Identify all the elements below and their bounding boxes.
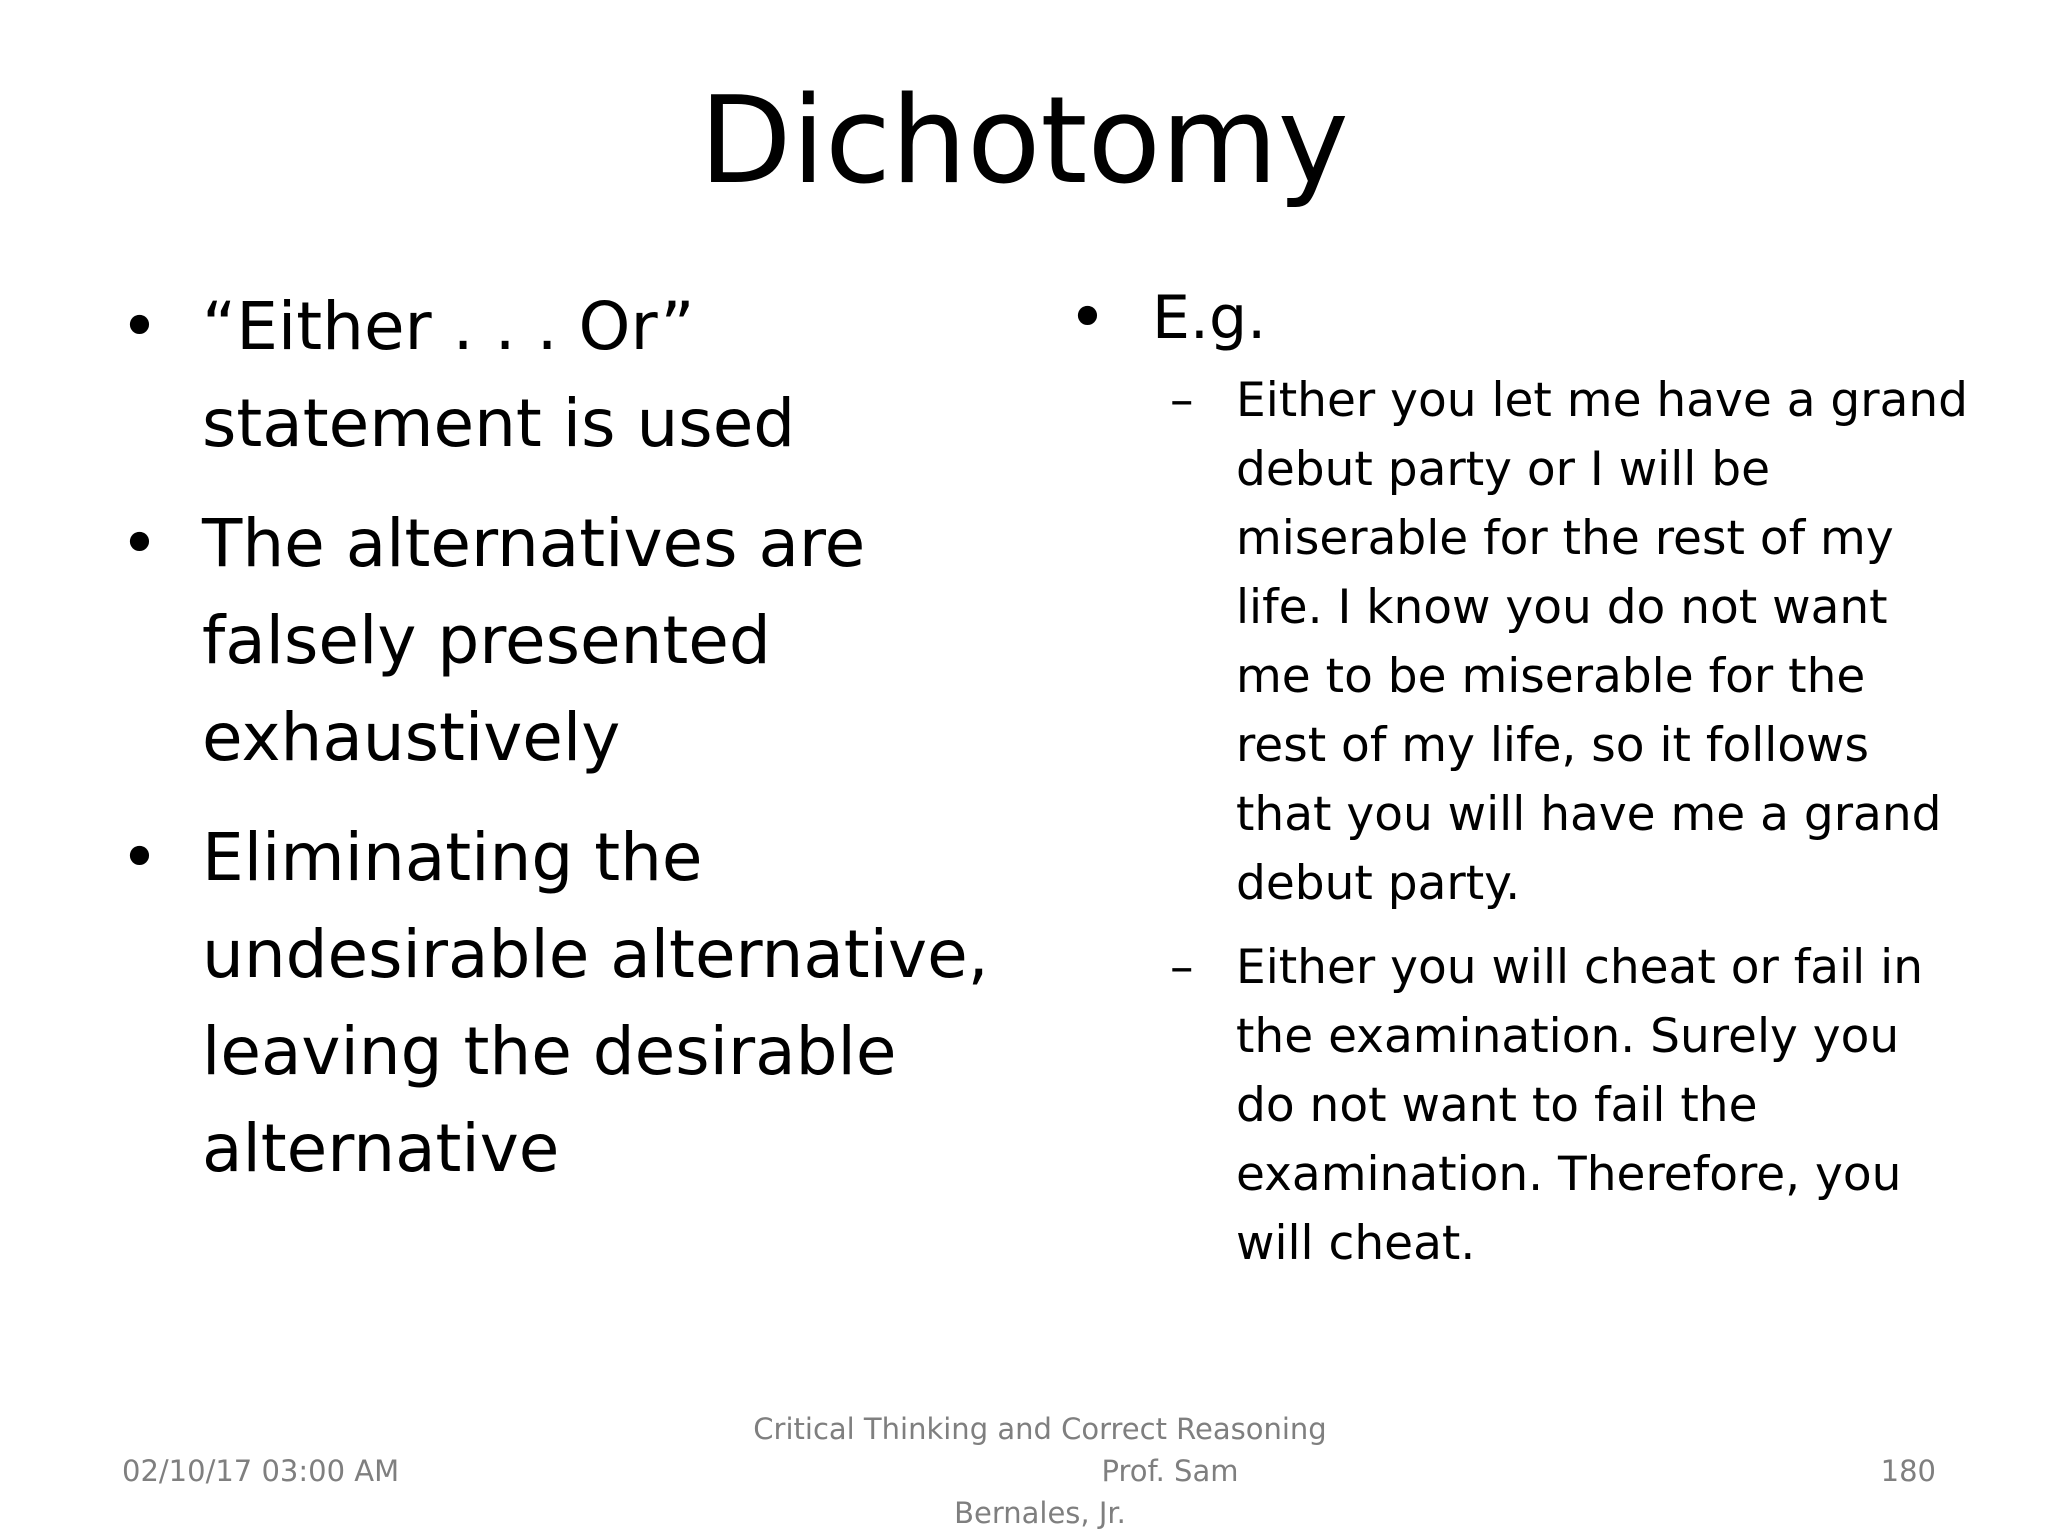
footer-date: 02/10/17 03:00 AM bbox=[122, 1454, 400, 1488]
footer-course-title: Critical Thinking and Correct Reasoning bbox=[753, 1412, 1327, 1446]
bullet-text: “Either . . . Or” statement is used bbox=[202, 288, 796, 462]
bullet-text: E.g. bbox=[1152, 283, 1267, 353]
dash-icon: – bbox=[1170, 940, 1194, 995]
right-bullet-list bbox=[1068, 278, 1968, 358]
bullet-item bbox=[120, 278, 1040, 472]
footer-author-line1: Prof. Sam bbox=[1101, 1454, 1239, 1488]
footer-author-line2: Bernales, Jr. bbox=[954, 1496, 1126, 1530]
example-text: Either you will cheat or fail in the examination. Surely you do not want to fail the examination. Therefore, you will cheat. bbox=[1236, 940, 1923, 1271]
bullet-text: The alternatives are falsely presented exhaustively bbox=[202, 505, 866, 776]
bullet-icon: • bbox=[120, 288, 159, 365]
left-bullet-list bbox=[120, 278, 1040, 1197]
bullet-text: Eliminating the undesirable alternative, leaving the desirable alternative bbox=[202, 819, 989, 1187]
page-number: 180 bbox=[1880, 1454, 1936, 1488]
bullet-icon: • bbox=[1068, 279, 1107, 356]
slide-title: Dichotomy bbox=[699, 72, 1349, 211]
left-column bbox=[120, 278, 1040, 1220]
bullet-item bbox=[1068, 278, 1968, 358]
bullet-icon: • bbox=[120, 819, 159, 896]
dash-icon: – bbox=[1170, 373, 1194, 428]
bullet-icon: • bbox=[120, 505, 159, 582]
right-column bbox=[1068, 278, 1968, 1293]
footer-course-info bbox=[700, 1408, 1380, 1534]
bullet-item bbox=[120, 809, 1040, 1197]
example-text: Either you let me have a grand debut party or I will be miserable for the rest of my life. I know you do not want me to be miserable for the rest of my life, so it follows that you will have me a grand debut party. bbox=[1236, 373, 1969, 911]
bullet-item bbox=[120, 495, 1040, 786]
example-item bbox=[1170, 933, 1968, 1278]
example-item bbox=[1170, 366, 1968, 918]
example-list bbox=[1170, 366, 1968, 1278]
